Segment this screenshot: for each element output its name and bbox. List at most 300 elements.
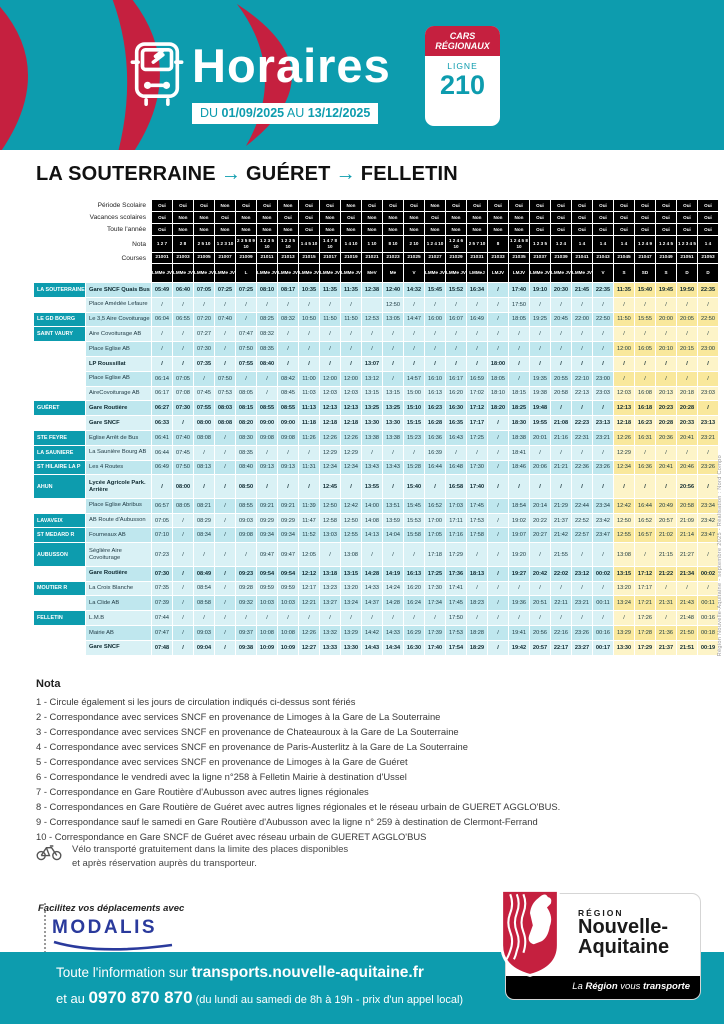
time-cell: /	[509, 356, 530, 371]
nota-item: 5 - Correspondance avec services SNCF en provenance de Limoges à la Gare de Guéret	[36, 756, 408, 768]
time-cell: /	[362, 327, 383, 342]
time-cell: 23:47	[698, 528, 719, 543]
vacances-scolaires-cell: Oui	[425, 212, 446, 224]
time-cell: /	[446, 356, 467, 371]
time-cell: 21:31	[656, 596, 677, 611]
time-cell: 21:14	[677, 528, 698, 543]
footer-phone-number: 0970 870 870	[88, 988, 193, 1007]
time-cell: 20:45	[551, 312, 572, 327]
time-cell: 12:00	[614, 342, 635, 357]
vacances-scolaires-cell: Oui	[614, 212, 635, 224]
vacances-scolaires-cell: Oui	[278, 212, 299, 224]
time-cell: 08:05	[236, 386, 257, 401]
time-cell: /	[656, 371, 677, 386]
time-cell: 16:49	[467, 312, 488, 327]
time-cell: /	[698, 297, 719, 312]
stop-name: Gare Routière	[86, 566, 152, 581]
time-cell: 13:29	[341, 625, 362, 640]
periode-scolaire-cell: Oui	[509, 200, 530, 212]
nota-ref-cell: 2 5 7 10	[467, 236, 488, 253]
time-cell: /	[341, 356, 362, 371]
time-cell: /	[425, 611, 446, 626]
time-cell: 17:53	[446, 625, 467, 640]
time-cell: 20:58	[677, 498, 698, 513]
time-cell: /	[215, 475, 236, 499]
nota-ref-cell: 1 2 4 5 8 10	[509, 236, 530, 253]
time-cell: 07:40	[173, 430, 194, 445]
time-cell: /	[467, 297, 488, 312]
time-cell: /	[425, 342, 446, 357]
stop-name: Gare Routière	[86, 401, 152, 416]
time-cell: 15:00	[404, 386, 425, 401]
running-days-cell: LMMe JV	[530, 264, 551, 283]
course-number: 21017	[320, 253, 341, 264]
time-cell: 00:16	[593, 625, 614, 640]
time-cell: 00:11	[593, 596, 614, 611]
timetable-row	[34, 625, 719, 640]
time-cell: 21:50	[677, 625, 698, 640]
timetable-row	[34, 528, 719, 543]
time-cell: 07:08	[173, 386, 194, 401]
time-cell: 13:30	[383, 416, 404, 431]
course-number: 21043	[593, 253, 614, 264]
date-end: 13/12/2025	[307, 106, 371, 120]
time-cell: /	[152, 342, 173, 357]
time-cell: 12:29	[614, 445, 635, 460]
time-cell: 11:50	[341, 312, 362, 327]
toute-annee-cell: Non	[215, 224, 236, 236]
time-cell: /	[635, 445, 656, 460]
time-cell: 12:34	[320, 460, 341, 475]
time-cell: /	[677, 356, 698, 371]
time-cell: 17:25	[467, 430, 488, 445]
time-cell: 13:33	[320, 640, 341, 655]
vacances-scolaires-cell: Non	[257, 212, 278, 224]
station-group-empty	[34, 640, 86, 655]
time-cell: /	[383, 543, 404, 567]
nota-ref-cell: 1 2 3 5 10	[257, 236, 278, 253]
time-cell: 10:03	[257, 596, 278, 611]
toute-annee-cell: Oui	[593, 224, 614, 236]
station-group: LE GD BOURG	[34, 312, 86, 327]
badge-line-number: 210	[439, 69, 486, 100]
periode-scolaire-cell: Oui	[194, 200, 215, 212]
nota-ref-cell: 1 4 7 8 10	[320, 236, 341, 253]
time-cell: 17:17	[467, 416, 488, 431]
time-cell: 18:23	[467, 596, 488, 611]
time-cell: 05:49	[152, 283, 173, 298]
time-cell: /	[593, 543, 614, 567]
time-cell: 16:10	[425, 371, 446, 386]
time-cell: /	[257, 445, 278, 460]
time-cell: 20:13	[656, 386, 677, 401]
time-cell: /	[299, 327, 320, 342]
time-cell: /	[194, 297, 215, 312]
date-mid: AU	[286, 106, 305, 120]
nota-ref-cell: 1 4	[698, 236, 719, 253]
time-cell: 13:25	[383, 401, 404, 416]
time-cell: 13:15	[341, 566, 362, 581]
stop-name: Les 4 Routes	[86, 460, 152, 475]
time-cell: /	[362, 445, 383, 460]
time-cell: 12:53	[362, 312, 383, 327]
time-cell: 09:04	[194, 640, 215, 655]
time-cell: 08:05	[173, 498, 194, 513]
time-cell: 18:25	[509, 401, 530, 416]
time-cell: /	[656, 297, 677, 312]
timetable-row	[34, 475, 719, 499]
course-number: 21001	[152, 253, 173, 264]
time-cell: /	[215, 513, 236, 528]
running-days-cell: MeV	[362, 264, 383, 283]
time-cell: 18:30	[509, 416, 530, 431]
time-cell: 20:56	[530, 625, 551, 640]
time-cell: /	[173, 625, 194, 640]
time-cell: 15:45	[425, 283, 446, 298]
time-cell: /	[299, 342, 320, 357]
time-cell: 13:38	[383, 430, 404, 445]
nota-item: 4 - Correspondance avec services SNCF en provenance de Paris-Austerlitz à la Gare de La Souterraine	[36, 741, 468, 753]
timetable-row	[34, 297, 719, 312]
time-cell: /	[656, 475, 677, 499]
timetable-row	[34, 581, 719, 596]
timetable-row	[34, 342, 719, 357]
time-cell: 07:20	[194, 312, 215, 327]
time-cell: /	[383, 327, 404, 342]
region-name-line2: Aquitaine	[578, 935, 670, 958]
time-cell: 09:29	[278, 513, 299, 528]
vacances-scolaires-cell: Oui	[593, 212, 614, 224]
time-cell: 11:50	[614, 312, 635, 327]
time-cell: 23:13	[593, 416, 614, 431]
time-cell: /	[341, 297, 362, 312]
periode-scolaire-cell: Oui	[614, 200, 635, 212]
time-cell: 13:07	[362, 356, 383, 371]
time-cell: /	[446, 342, 467, 357]
time-cell: 07:10	[152, 528, 173, 543]
toute-annee-cell: Oui	[656, 224, 677, 236]
time-cell: /	[173, 528, 194, 543]
region-tagline-b2: transporte	[643, 981, 690, 992]
time-cell: 14:33	[362, 581, 383, 596]
nota-ref-cell: 2 8	[173, 236, 194, 253]
time-cell: 13:30	[341, 640, 362, 655]
time-cell: 20:36	[656, 430, 677, 445]
time-cell: 20:18	[677, 386, 698, 401]
time-cell: /	[173, 543, 194, 567]
time-cell: 09:08	[278, 430, 299, 445]
time-cell: /	[509, 327, 530, 342]
time-cell: /	[593, 342, 614, 357]
footer-phone-prefix: et au	[56, 991, 89, 1006]
time-cell: 22:13	[572, 386, 593, 401]
time-cell: 20:27	[530, 528, 551, 543]
nota-item: 10 - Correspondance en Gare SNCF de Guéret avec réseau urbain de GUERET AGGLO'BUS	[36, 831, 427, 843]
time-cell: 18:05	[488, 371, 509, 386]
time-cell: 13:08	[614, 543, 635, 567]
time-cell: 07:27	[194, 327, 215, 342]
time-cell: 17:34	[425, 596, 446, 611]
time-cell: 08:49	[194, 566, 215, 581]
time-cell: /	[488, 543, 509, 567]
time-cell: /	[299, 445, 320, 460]
time-cell: 16:13	[425, 386, 446, 401]
time-cell: 21:22	[656, 566, 677, 581]
time-cell: 08:08	[215, 416, 236, 431]
stop-name: La Croix Blanche	[86, 581, 152, 596]
time-cell: /	[593, 356, 614, 371]
running-days-cell: LMMe JV	[194, 264, 215, 283]
time-cell: /	[362, 543, 383, 567]
time-cell: /	[593, 611, 614, 626]
time-cell: /	[572, 342, 593, 357]
time-cell: 21:21	[551, 460, 572, 475]
time-cell: /	[278, 297, 299, 312]
vacances-scolaires-cell: Non	[467, 212, 488, 224]
vacances-scolaires-cell: Non	[446, 212, 467, 224]
time-cell: 06:41	[152, 430, 173, 445]
toute-annee-cell: Non	[236, 224, 257, 236]
timetable-row	[34, 386, 719, 401]
time-cell: /	[488, 297, 509, 312]
time-cell: 20:15	[677, 342, 698, 357]
course-number: 21007	[215, 253, 236, 264]
toute-annee-cell: Non	[404, 224, 425, 236]
time-cell: 07:44	[152, 611, 173, 626]
time-cell: /	[572, 445, 593, 460]
nota-ref-cell: 1 4 5 10	[299, 236, 320, 253]
toute-annee-cell: Oui	[551, 224, 572, 236]
running-days-cell: Me	[383, 264, 404, 283]
time-cell: 23:42	[593, 513, 614, 528]
time-cell: 12:29	[320, 445, 341, 460]
time-cell: /	[299, 611, 320, 626]
nota-ref-cell: 1 4	[614, 236, 635, 253]
time-cell: /	[236, 297, 257, 312]
time-cell: 16:08	[635, 386, 656, 401]
time-cell: 14:19	[383, 566, 404, 581]
time-cell: 13:18	[320, 566, 341, 581]
time-cell: 12:26	[299, 625, 320, 640]
timetable-row	[34, 513, 719, 528]
time-cell: 17:45	[446, 596, 467, 611]
time-cell: 11:13	[299, 401, 320, 416]
time-cell: 08:45	[278, 386, 299, 401]
course-number: 21047	[635, 253, 656, 264]
time-cell: 12:50	[614, 513, 635, 528]
time-cell: /	[677, 445, 698, 460]
periode-scolaire-cell: Non	[278, 200, 299, 212]
time-cell: 16:59	[467, 371, 488, 386]
vacances-scolaires-cell: Non	[173, 212, 194, 224]
time-cell: /	[551, 445, 572, 460]
time-cell: 08:32	[278, 312, 299, 327]
time-cell: 13:30	[614, 640, 635, 655]
time-cell: 09:38	[236, 640, 257, 655]
nota-section	[36, 678, 560, 844]
time-cell: /	[215, 611, 236, 626]
time-cell: 18:00	[488, 356, 509, 371]
time-cell: 08:35	[236, 445, 257, 460]
periode-scolaire-cell: Oui	[551, 200, 572, 212]
date-start: 01/09/2025	[221, 106, 285, 120]
validity-dates	[192, 103, 378, 124]
time-cell: /	[614, 611, 635, 626]
time-cell: 22:00	[572, 312, 593, 327]
time-cell: /	[467, 543, 488, 567]
time-cell: /	[593, 401, 614, 416]
time-cell: 12:26	[341, 430, 362, 445]
time-cell: 17:54	[446, 640, 467, 655]
station-group: FELLETIN	[34, 611, 86, 626]
time-cell: 08:58	[194, 596, 215, 611]
time-cell: /	[425, 297, 446, 312]
nota-ref-cell: 1 2 3 5	[530, 236, 551, 253]
time-cell: 13:29	[614, 625, 635, 640]
course-number: 21023	[383, 253, 404, 264]
station-group: ST HILAIRE LA P	[34, 460, 86, 475]
time-cell: 12:00	[320, 371, 341, 386]
time-cell: /	[194, 445, 215, 460]
footer-phone-line	[56, 988, 463, 1008]
time-cell: /	[173, 297, 194, 312]
time-cell: 13:25	[362, 401, 383, 416]
toute-annee-cell: Oui	[614, 224, 635, 236]
toute-annee-cell: Oui	[530, 224, 551, 236]
time-cell: 08:35	[257, 342, 278, 357]
station-group-empty	[34, 416, 86, 431]
time-cell: 20:00	[656, 312, 677, 327]
time-cell: 20:23	[656, 401, 677, 416]
nota-item: 9 - Correspondance sauf le samedi en Gare Routière d'Aubusson avec la ligne n° 259 à destination de Clermont-Ferrand	[36, 816, 538, 828]
time-cell: 15:55	[635, 312, 656, 327]
time-cell: /	[572, 611, 593, 626]
time-cell: 21:15	[656, 543, 677, 567]
time-cell: /	[488, 327, 509, 342]
time-cell: 12:40	[383, 283, 404, 298]
time-cell: 19:25	[530, 312, 551, 327]
timetable-row	[34, 401, 719, 416]
time-cell: /	[383, 445, 404, 460]
time-cell: 12:26	[614, 430, 635, 445]
time-cell: /	[488, 625, 509, 640]
time-cell: 18:05	[509, 312, 530, 327]
time-cell: 16:30	[446, 401, 467, 416]
time-cell: /	[614, 356, 635, 371]
time-cell: 17:12	[467, 401, 488, 416]
time-cell: 09:13	[257, 460, 278, 475]
time-cell: 17:00	[425, 513, 446, 528]
time-cell: 20:30	[551, 283, 572, 298]
toute-annee-cell: Oui	[635, 224, 656, 236]
time-cell: /	[173, 513, 194, 528]
time-cell: 07:47	[152, 625, 173, 640]
time-cell: /	[530, 356, 551, 371]
time-cell: 16:36	[635, 460, 656, 475]
time-cell: 20:57	[530, 640, 551, 655]
time-cell: 17:50	[446, 611, 467, 626]
time-cell: 20:56	[677, 475, 698, 499]
timetable-row	[34, 312, 719, 327]
time-cell: 19:55	[530, 416, 551, 431]
stop-name: Mairie AB	[86, 625, 152, 640]
time-cell: 11:26	[299, 430, 320, 445]
time-cell: 12:26	[320, 430, 341, 445]
time-cell: /	[404, 543, 425, 567]
time-cell: /	[404, 327, 425, 342]
time-cell: /	[488, 283, 509, 298]
time-cell: 11:35	[341, 283, 362, 298]
time-cell: 12:50	[341, 513, 362, 528]
time-cell: /	[488, 460, 509, 475]
vacances-scolaires-cell: Oui	[530, 212, 551, 224]
time-cell: 16:20	[446, 386, 467, 401]
time-cell: 20:55	[551, 371, 572, 386]
time-cell: 23:21	[572, 596, 593, 611]
time-cell: /	[488, 445, 509, 460]
time-cell: /	[698, 371, 719, 386]
time-cell: 07:30	[194, 342, 215, 357]
time-cell: 16:13	[404, 566, 425, 581]
toute-annee-cell: Non	[341, 224, 362, 236]
stop-name: AB Route d'Aubusson	[86, 513, 152, 528]
region-tagline-mid: vous	[617, 981, 644, 992]
course-number: 21035	[509, 253, 530, 264]
time-cell: 11:18	[299, 416, 320, 431]
time-cell: /	[446, 297, 467, 312]
time-cell: 12:38	[362, 283, 383, 298]
time-cell: /	[152, 297, 173, 312]
time-cell: 07:35	[194, 356, 215, 371]
time-cell: 20:06	[530, 460, 551, 475]
time-cell: 09:34	[257, 528, 278, 543]
nota-item: 3 - Correspondance avec services SNCF en provenance de Chateauroux à la Gare de La Souterraine	[36, 726, 459, 738]
vacances-scolaires-cell: Non	[320, 212, 341, 224]
toute-annee-cell: Non	[362, 224, 383, 236]
time-cell: 06:40	[173, 283, 194, 298]
time-cell: /	[509, 611, 530, 626]
route-destination: FELLETIN	[360, 163, 458, 185]
time-cell: 17:05	[425, 528, 446, 543]
stop-name: Gare SNCF	[86, 640, 152, 655]
time-cell: /	[236, 611, 257, 626]
toute-annee-cell: Non	[425, 224, 446, 236]
badge-cars-regionaux: CARS RÉGIONAUX	[425, 26, 500, 56]
vacances-scolaires-cell: Oui	[656, 212, 677, 224]
time-cell: 08:55	[236, 498, 257, 513]
time-cell: 22:44	[572, 498, 593, 513]
time-cell: 12:55	[614, 528, 635, 543]
time-cell: /	[236, 371, 257, 386]
time-cell: /	[215, 460, 236, 475]
time-cell: /	[215, 342, 236, 357]
time-cell: 09:37	[236, 625, 257, 640]
timetable-row	[34, 371, 719, 386]
time-cell: 17:16	[446, 528, 467, 543]
time-cell: 22:52	[572, 513, 593, 528]
time-cell: /	[572, 581, 593, 596]
time-cell: /	[635, 327, 656, 342]
station-group: STE FEYRE	[34, 430, 86, 445]
time-cell: 13:15	[614, 566, 635, 581]
time-cell: 07:05	[152, 513, 173, 528]
station-group: ST MEDARD R	[34, 528, 86, 543]
running-days-cell: LMJV	[488, 264, 509, 283]
time-cell: /	[593, 475, 614, 499]
time-cell: 14:33	[383, 625, 404, 640]
time-cell: 18:38	[509, 430, 530, 445]
toute-annee-cell: Non	[257, 224, 278, 236]
